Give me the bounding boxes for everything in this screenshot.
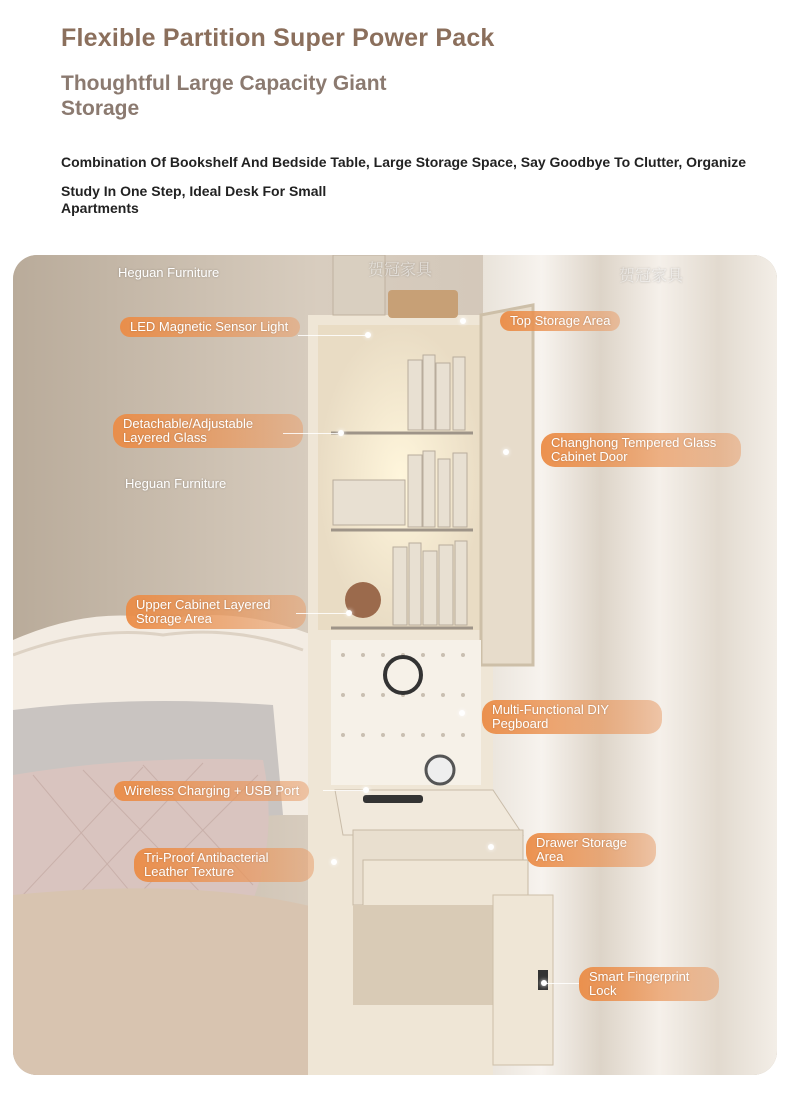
product-photo	[13, 255, 777, 1075]
callout-dot	[460, 318, 466, 324]
watermark: 贺冠家具	[619, 268, 684, 285]
product-illustration	[13, 255, 777, 1075]
callout-glass-door: Changhong Tempered Glass Cabinet Door	[541, 433, 741, 467]
callout-dot	[488, 844, 494, 850]
callout-dot	[365, 332, 371, 338]
callout-connector	[296, 613, 346, 614]
callout-led-light: LED Magnetic Sensor Light	[120, 317, 300, 337]
callout-top-storage: Top Storage Area	[500, 311, 620, 331]
description-line-1: Combination Of Bookshelf And Bedside Table, Large Storage Space, Say Goodbye To Clutter, Organize	[61, 154, 747, 170]
callout-connector	[283, 433, 338, 434]
page-title: Flexible Partition Super Power Pack	[61, 24, 495, 52]
callout-connector	[546, 983, 579, 984]
callout-drawer-storage: Drawer Storage Area	[526, 833, 656, 867]
callout-upper-cabinet: Upper Cabinet Layered Storage Area	[126, 595, 306, 629]
callout-fingerprint-lock: Smart Fingerprint Lock	[579, 967, 719, 1001]
callout-layered-glass: Detachable/Adjustable Layered Glass	[113, 414, 303, 448]
brand-label-middle: Heguan Furniture	[125, 476, 227, 491]
watermark: 贺冠家具	[368, 262, 433, 279]
page-subtitle: Thoughtful Large Capacity Giant Storage	[61, 72, 387, 120]
callout-leather-texture: Tri-Proof Antibacterial Leather Texture	[134, 848, 314, 882]
callout-dot	[331, 859, 337, 865]
callout-dot	[541, 980, 547, 986]
callout-dot	[363, 787, 369, 793]
callout-pegboard: Multi-Functional DIY Pegboard	[482, 700, 662, 734]
callout-dot	[338, 430, 344, 436]
brand-label-top: Heguan Furniture	[118, 265, 220, 280]
callout-dot	[459, 710, 465, 716]
callout-dot	[503, 449, 509, 455]
callout-connector	[323, 790, 363, 791]
callout-wireless-charging: Wireless Charging + USB Port	[114, 781, 309, 801]
callout-connector	[298, 335, 368, 336]
callout-dot	[346, 610, 352, 616]
description-line-2: Study In One Step, Ideal Desk For Small Apartments	[61, 183, 327, 216]
